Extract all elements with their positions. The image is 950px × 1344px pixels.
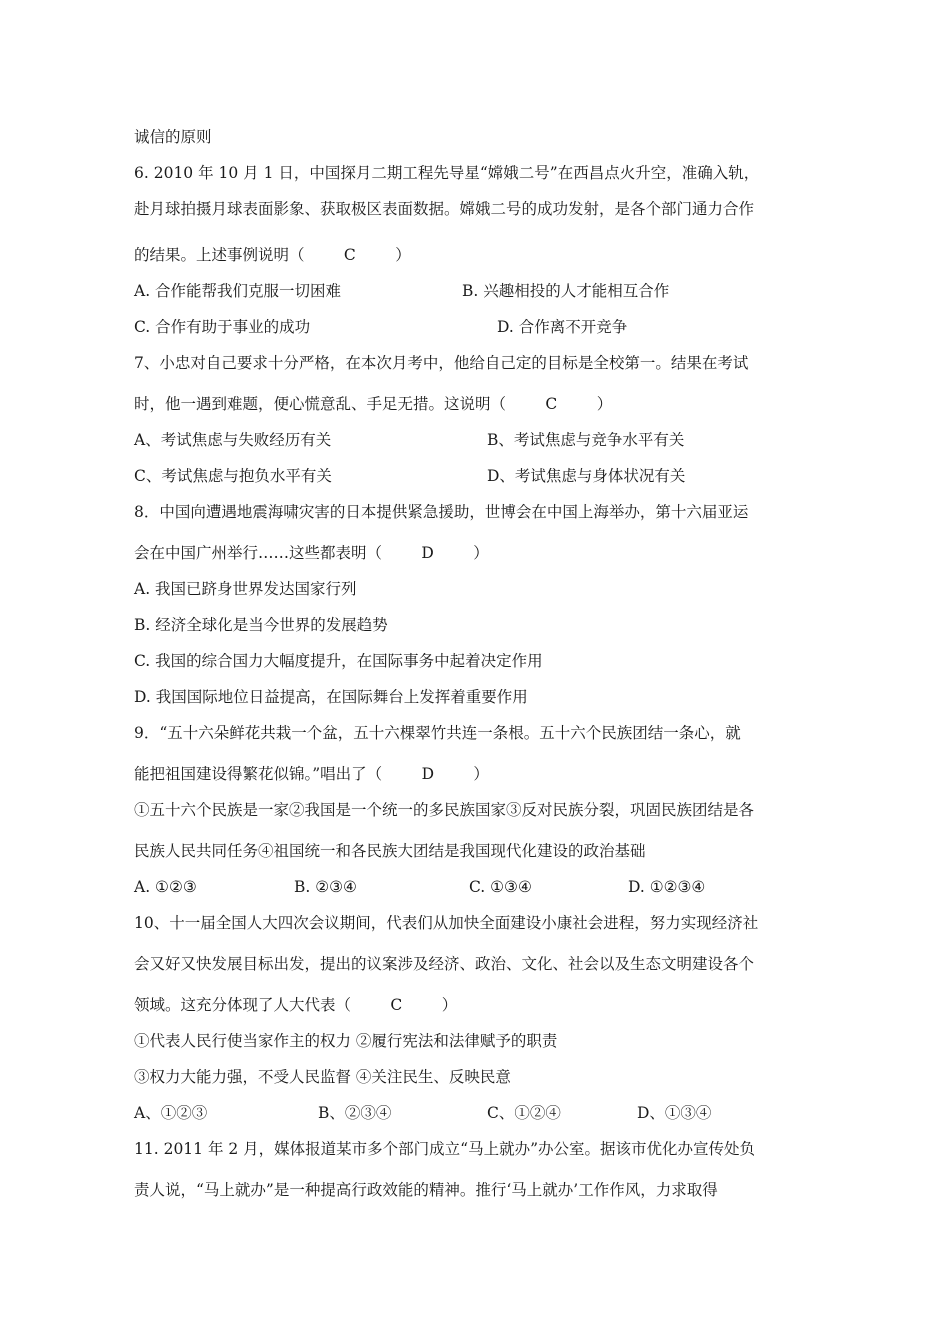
- q6-option-d: D. 合作离不开竞争: [497, 318, 628, 336]
- q10-option-c: C、①②④: [487, 1104, 561, 1122]
- q7-option-a: A、考试焦虑与失败经历有关: [134, 431, 332, 449]
- q11-stem-line1: 11. 2011 年 2 月，媒体报道某市多个部门成立“马上就办”办公室。据该市优化办宣传处负: [134, 1140, 756, 1158]
- q7-option-c: C、考试焦虑与抱负水平有关: [134, 467, 332, 485]
- q6-option-a: A. 合作能帮我们克服一切困难: [134, 282, 342, 300]
- q10-statements-line1: ①代表人民行使当家作主的权力 ②履行宪法和法律赋予的职责: [134, 1032, 558, 1050]
- q8-option-d: D. 我国国际地位日益提高，在国际舞台上发挥着重要作用: [134, 688, 528, 706]
- q6-stem-line3: 的结果。上述事例说明（ C ）: [134, 246, 411, 264]
- q11-stem-line2: 责人说，“马上就办”是一种提高行政效能的精神。推行‘马上就办’工作作风，力求取得: [134, 1181, 718, 1199]
- intro-line: 诚信的原则: [134, 128, 212, 146]
- q10-option-a: A、①②③: [134, 1104, 208, 1122]
- q7-option-d: D、考试焦虑与身体状况有关: [487, 467, 686, 485]
- q10-statements-line2: ③权力大能力强，不受人民监督 ④关注民生、反映民意: [134, 1068, 511, 1086]
- q9-option-c: C. ①③④: [469, 878, 532, 896]
- q9-option-a: A. ①②③: [134, 878, 197, 896]
- q6-option-b: B. 兴趣相投的人才能相互合作: [462, 282, 670, 300]
- q10-stem-line3: 领域。这充分体现了人大代表（ C ）: [134, 996, 458, 1014]
- q10-stem-line1: 10、十一届全国人大四次会议期间，代表们从加快全面建设小康社会进程，努力实现经济社: [134, 914, 759, 932]
- q10-option-d: D、①③④: [637, 1104, 712, 1122]
- q8-stem-line2: 会在中国广州举行……这些都表明（ D ）: [134, 544, 489, 562]
- q10-stem-line2: 会又好又快发展目标出发，提出的议案涉及经济、政治、文化、社会以及生态文明建设各个: [134, 955, 755, 973]
- q7-stem-line2: 时，他一遇到难题，便心慌意乱、手足无措。这说明（ C ）: [134, 395, 613, 413]
- q9-stem-line1: 9．“五十六朵鲜花共栽一个盆，五十六棵翠竹共连一条根。五十六个民族团结一条心，就: [134, 724, 741, 742]
- q8-option-c: C. 我国的综合国力大幅度提升，在国际事务中起着决定作用: [134, 652, 543, 670]
- q10-option-b: B、②③④: [318, 1104, 392, 1122]
- q9-stem-line2: 能把祖国建设得繁花似锦。”唱出了（ D ）: [134, 765, 489, 783]
- q9-option-b: B. ②③④: [294, 878, 357, 896]
- q8-stem-line1: 8．中国向遭遇地震海啸灾害的日本提供紧急援助，世博会在中国上海举办，第十六届亚运: [134, 503, 749, 521]
- q6-stem-line1: 6. 2010 年 10 月 1 日，中国探月二期工程先导星“嫦娥二号”在西昌点火升空，准确入轨，: [134, 164, 760, 182]
- q6-stem-line2: 赴月球拍摄月球表面影象、获取极区表面数据。嫦娥二号的成功发射，是各个部门通力合作: [134, 200, 755, 218]
- q7-option-b: B、考试焦虑与竞争水平有关: [487, 431, 685, 449]
- q8-option-a: A. 我国已跻身世界发达国家行列: [134, 580, 357, 598]
- q6-option-c: C. 合作有助于事业的成功: [134, 318, 311, 336]
- q7-stem-line1: 7、小忠对自己要求十分严格，在本次月考中，他给自己定的目标是全校第一。结果在考试: [134, 354, 749, 372]
- q9-stem-line3: ①五十六个民族是一家②我国是一个统一的多民族国家③反对民族分裂，巩固民族团结是各: [134, 801, 755, 819]
- q9-stem-line4: 民族人民共同任务④祖国统一和各民族大团结是我国现代化建设的政治基础: [134, 842, 646, 860]
- q9-option-d: D. ①②③④: [628, 878, 706, 896]
- q8-option-b: B. 经济全球化是当今世界的发展趋势: [134, 616, 388, 634]
